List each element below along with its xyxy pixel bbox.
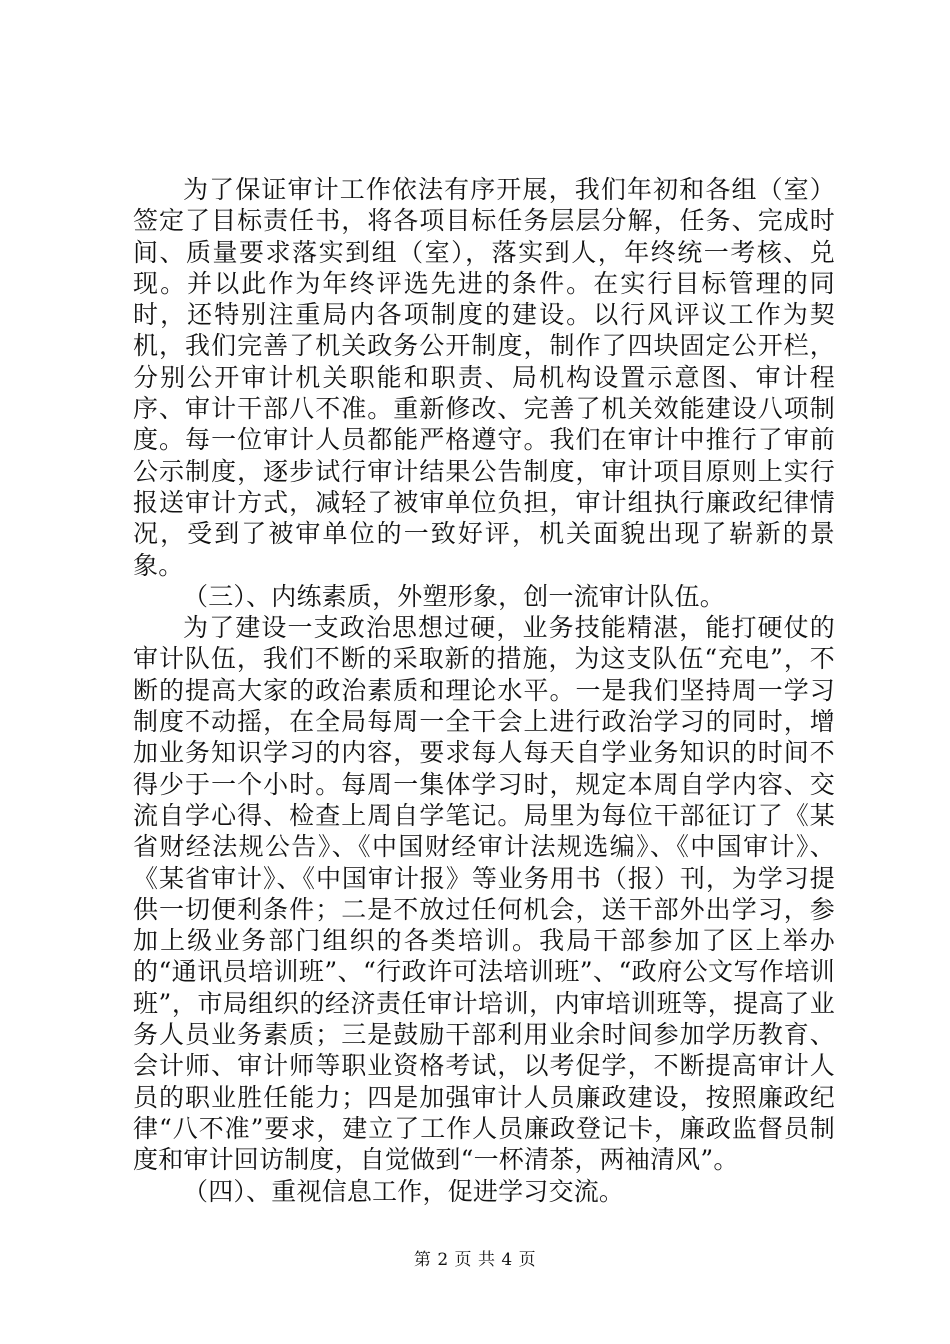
- paragraph-target-management: 为了保证审计工作依法有序开展，我们年初和各组（室）签定了目标责任书，将各项目标任务层层分解，任务、完成时间、质量要求落实到组（室），落实到人，年终统一考核、兑现。并以此作为年终评选先进的条件。在实行目标管理的同时，还特别注重局内各项制度的建设。以行风评议工作为契机，我们完善了机关政务公开制度，制作了四块固定公开栏，分别公开审计机关职能和职责、局机构设置示意图、审计程序、审计干部八不准。重新修改、完善了机关效能建设八项制度。每一位审计人员都能严格遵守。我们在审计中推行了审前公示制度，逐步试行审计结果公告制度，审计项目原则上实行报送审计方式，减轻了被审单位负担，审计组执行廉政纪律情况，受到了被审单位的一致好评，机关面貌出现了崭新的景象。: [133, 175, 835, 580]
- paragraph-team-building: 为了建设一支政治思想过硬，业务技能精湛，能打硬仗的审计队伍，我们不断的采取新的措施，为这支队伍“充电”，不断的提高大家的政治素质和理论水平。一是我们坚持周一学习制度不动摇，在全局每周一全干会上进行政治学习的同时，增加业务知识学习的内容，要求每人每天自学业务知识的时间不得少于一个小时。每周一集体学习时，规定本周自学内容、交流自学心得、检查上周自学笔记。局里为每位干部征订了《某省财经法规公告》、《中国财经审计法规选编》、《中国审计》、《某省审计》、《中国审计报》等业务用书（报）刊，为学习提供一切便利条件；二是不放过任何机会，送干部外出学习，参加上级业务部门组织的各类培训。我局干部参加了区上举办的“通讯员培训班”、“行政许可法培训班”、“政府公文写作培训班”，市局组织的经济责任审计培训，内审培训班等，提高了业务人员业务素质；三是鼓励干部利用业余时间参加学历教育、会计师、审计师等职业资格考试，以考促学，不断提高审计人员的职业胜任能力；四是加强审计人员廉政建设，按照廉政纪律“八不准”要求，建立了工作人员廉政登记卡，廉政监督员制度和审计回访制度，自觉做到“一杯清茶，两袖清风”。: [133, 613, 835, 1175]
- section-heading-three: （三）、内练素质，外塑形象，创一流审计队伍。: [183, 581, 725, 611]
- document-body: [133, 174, 835, 1207]
- page-footer: 第 2 页 共 4 页: [413, 1250, 537, 1270]
- section-heading-four: （四）、重视信息工作，促进学习交流。: [183, 1176, 625, 1206]
